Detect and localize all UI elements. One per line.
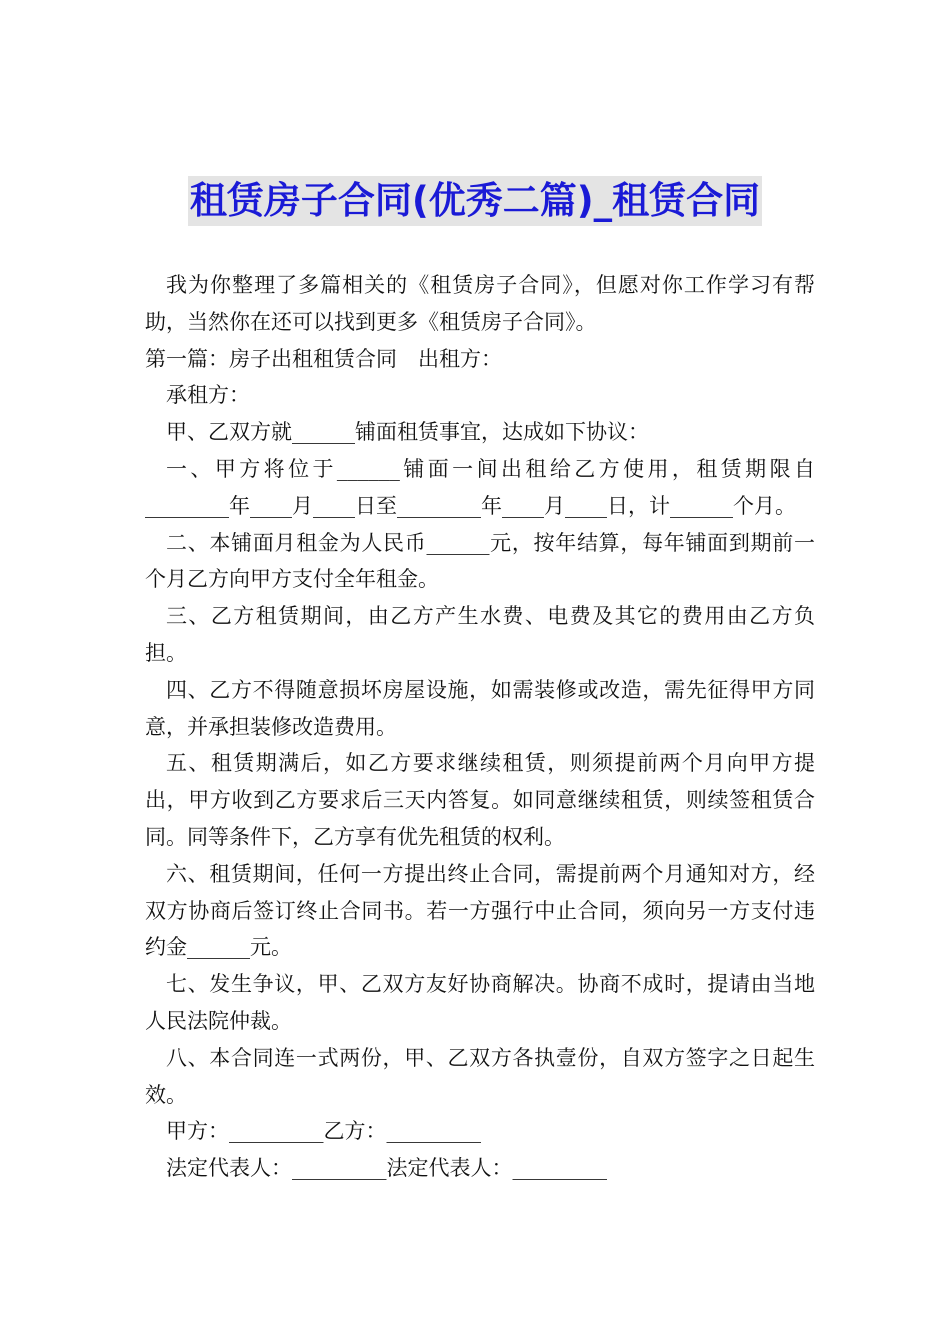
- signature-representatives: 法定代表人：_________法定代表人：_________: [166, 1156, 607, 1181]
- clause-1: 一、甲方将位于______铺面一间出租给乙方使用，租赁期限自________年____月____日至________年____月____日，计______个月。: [145, 456, 815, 518]
- signature-parties: 甲方：_________乙方：_________: [166, 1119, 481, 1144]
- clause-4: 四、乙方不得随意损坏房屋设施，如需装修或改造，需先征得甲方同意，并承担装修改造费用。: [145, 677, 815, 739]
- clause-8: 八、本合同连一式两份，甲、乙双方各执壹份，自双方签字之日起生效。: [145, 1045, 815, 1107]
- lessee-label: 承租方：: [166, 383, 250, 408]
- document-body: [145, 267, 815, 1187]
- clause-2: 二、本铺面月租金为人民币______元，按年结算，每年铺面到期前一个月乙方向甲方支付全年租金。: [145, 530, 815, 592]
- document-title: 租赁房子合同(优秀二篇)_租赁合同: [188, 176, 762, 226]
- clause-7: 七、发生争议，甲、乙双方友好协商解决。协商不成时，提请由当地人民法院仲裁。: [145, 972, 815, 1033]
- section-heading: 第一篇：房子出租租赁合同 出租方：: [145, 346, 502, 371]
- agreement-line: 甲、乙双方就______铺面租赁事宜，达成如下协议：: [166, 420, 649, 445]
- clause-3: 三、乙方租赁期间，由乙方产生水费、电费及其它的费用由乙方负担。: [145, 604, 815, 665]
- title-container: [0, 176, 950, 226]
- intro-paragraph: 我为你整理了多篇相关的《租赁房子合同》，但愿对你工作学习有帮助，当然你在还可以找到更多《租赁房子合同》。: [145, 273, 815, 334]
- clause-6: 六、租赁期间，任何一方提出终止合同，需提前两个月通知对方，经双方协商后签订终止合同书。若一方强行中止合同，须向另一方支付违约金______元。: [145, 861, 815, 960]
- clause-5: 五、租赁期满后，如乙方要求继续租赁，则须提前两个月向甲方提出，甲方收到乙方要求后三天内答复。如同意继续租赁，则续签租赁合同。同等条件下，乙方享有优先租赁的权利。: [145, 751, 815, 849]
